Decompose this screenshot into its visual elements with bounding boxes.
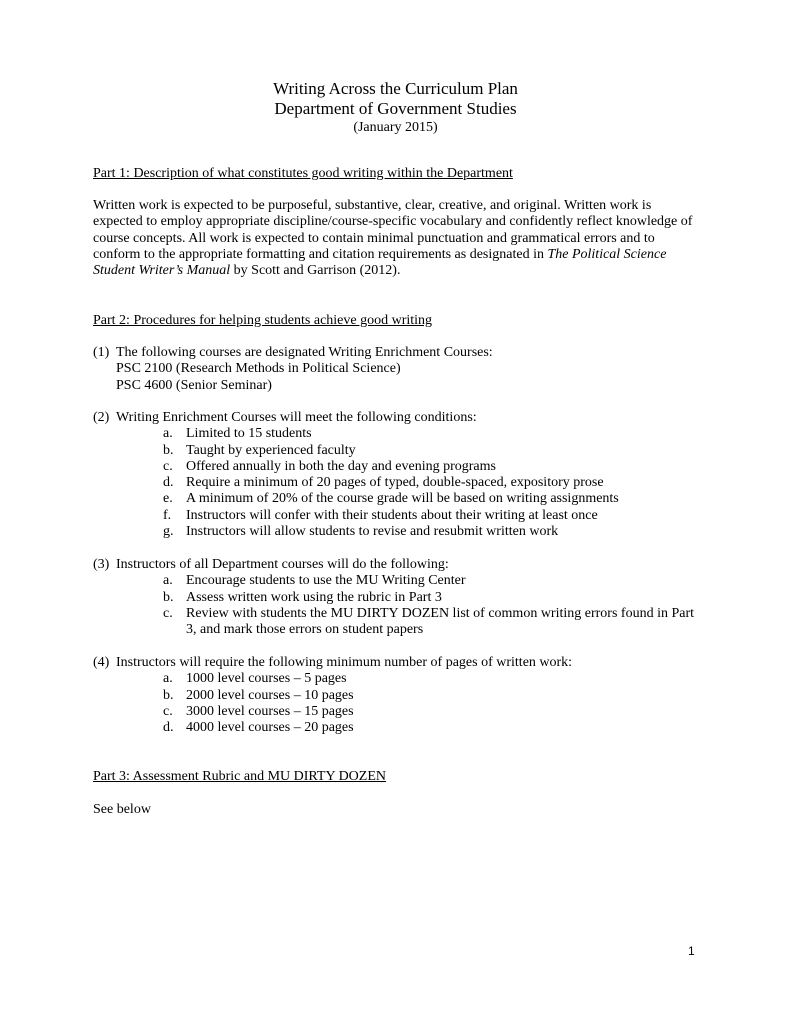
list-item: c. Review with students the MU DIRTY DOZEN list of common writing errors found in Part 3, and mark those errors on student papers [163,605,695,638]
part2-heading-block [93,313,703,329]
part3-body: See below [93,802,151,817]
part3-heading: Part 3: Assessment Rubric and MU DIRTY DOZEN [93,769,387,784]
part2-item2 [93,410,703,540]
part3-section [93,802,703,818]
item3-number: (3) [93,557,110,572]
document-date: (January 2015) [353,120,438,135]
part1-heading-block [93,166,703,182]
part1-body-text: Written work is expected to be purposeful, substantive, clear, creative, and original. Written work is expected to employ appropriate discipline/course-specific vocabulary and confidently reflect knowledge of course concepts. All work is expected to contain minimal punctuation and grammatical errors and to conform to the appropriate formatting and citation requirements as designated in [93,198,693,262]
list-item: d. Require a minimum of 20 pages of typed, double-spaced, expository prose [163,475,604,491]
part3-heading-block [93,769,703,785]
list-item: b. 2000 level courses – 10 pages [163,687,354,703]
item2-conditions-list [93,426,703,540]
part2-item1 [93,345,703,394]
item4-text: Instructors will require the following minimum number of pages of written work: [116,655,573,670]
part1-section [93,198,703,279]
list-item: c. Offered annually in both the day and evening programs [163,458,496,474]
list-item: g. Instructors will allow students to revise and resubmit written work [163,524,559,540]
item1-text: The following courses are designated Writing Enrichment Courses: [116,345,493,360]
part2-heading: Part 2: Procedures for helping students achieve good writing [93,313,433,328]
document-header [0,79,791,136]
part1-heading: Part 1: Description of what constitutes good writing within the Department [93,166,513,181]
item2-text: Writing Enrichment Courses will meet the following conditions: [116,410,477,425]
list-item: a. Limited to 15 students [163,426,312,442]
department-name: Department of Government Studies [274,99,517,118]
list-item: e. A minimum of 20% of the course grade will be based on writing assignments [163,491,619,507]
part1-body-citation: by Scott and Garrison (2012). [230,263,401,279]
part2-item3 [93,557,703,638]
item3-text: Instructors of all Department courses will do the following: [116,557,449,572]
part2-item4 [93,655,703,736]
list-item: a. 1000 level courses – 5 pages [163,671,347,687]
manual-title: The Political Science Student Writer’s Manual [93,246,667,279]
item3-duties-list [93,573,703,638]
part1-body [93,198,703,279]
list-item: b. Taught by experienced faculty [163,442,356,458]
list-item: f. Instructors will confer with their students about their writing at least once [163,507,598,523]
document-title: Writing Across the Curriculum Plan [273,79,518,98]
item4-number: (4) [93,655,110,670]
list-item: b. Assess written work using the rubric in Part 3 [163,589,442,605]
list-item: a. Encourage students to use the MU Writing Center [163,573,466,589]
course-psc2100: PSC 2100 (Research Methods in Political Science) [116,361,401,377]
page-number: 1 [688,944,695,958]
item1-number: (1) [93,345,110,360]
course-psc4600: PSC 4600 (Senior Seminar) [116,377,272,393]
item2-number: (2) [93,410,110,425]
list-item: c. 3000 level courses – 15 pages [163,703,354,719]
item4-pages-list [93,671,703,736]
list-item: d. 4000 level courses – 20 pages [163,720,354,736]
